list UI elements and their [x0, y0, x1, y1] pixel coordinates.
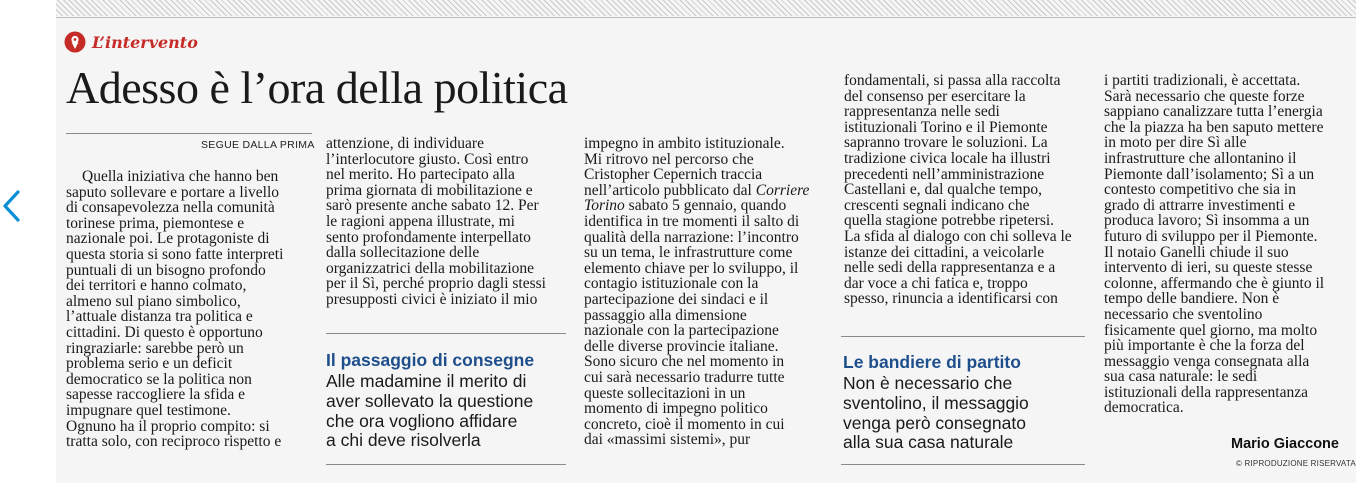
column-3-text-b: sabato 5 gennaio, quando identifica in tre momenti il salto di qualità della narrazione: l’incontro su un tema, le infrastrutture come elemento chiave per lo sviluppo, il contagio istituzionale con la partecipazione dei sindaci e il passaggio alla dimensione nazionale con la partecipazione delle diverse provincie italiane. Sono sicuro che nel momento in cui sarà necessario tradurre tutte queste sollecitazioni in un momento di impegno politico concreto, cioè il momento in cui dai «massimi sistemi», pur — [584, 197, 800, 449]
pullquote-rule-bottom — [326, 464, 566, 465]
column-2: attenzione, di individuare l’interlocutore giusto. Così entro nel merito. Ho partecipato alla prima giornata di mobilitazione e sarò presente anche sabato 12. Per le ragioni appena illustrate, mi sento profondamente interpellato dalla sollecitazione delle organizzatrici della mobilitazione per il Sì, perché proprio dagli stessi presupposti civici è iniziato il mio — [326, 135, 546, 308]
pullquote-body: Alle madamine il merito di aver sollevato la questione che ora vogliono affidare a chi deve risolverla — [326, 371, 534, 451]
chevron-left-icon — [0, 186, 24, 226]
article-page — [56, 0, 1356, 483]
column-rule — [66, 133, 312, 134]
pin-icon — [64, 31, 86, 53]
pullquote-rule-top — [841, 336, 1085, 337]
back-arrow-button[interactable] — [0, 186, 24, 226]
rights-notice: © RIPRODUZIONE RISERVATA — [1236, 459, 1356, 468]
column-5: i partiti tradizionali, è accettata. Sarà necessario che queste forze sappiano canalizzare tutta l’energia che la piazza ha ben saputo mettere in moto per dire Sì alle infrastrutture che allontanino il Piemonte dall’isolamento; Sì a un contesto competitivo che sia in grado di attrarre investimenti e produca lavoro; Sì insomma a un futuro di sviluppo per il Piemonte. Il notaio Ganelli chiude il suo intervento di ieri, su queste stesse colonne, affermando che è giunto il tempo delle bandiere. Non è necessario che sventolino fisicamente quel giorno, ma molto più importante è che la forza del messaggio venga consegnata alla sua casa naturale: le sedi istituzionali della rappresentanza democratica. — [1104, 72, 1325, 417]
column-3 — [584, 136, 836, 448]
pullquote-title: Le bandiere di partito — [843, 352, 1021, 372]
column-3-text-a: impegno in ambito istituzionale. Mi ritrovo nel percorso che Cristopher Cepernich traccia nell’articolo pubblicato dal — [584, 135, 785, 199]
kicker-label: L’intervento — [92, 32, 198, 52]
headline: Adesso è l’ora della politica — [66, 62, 568, 113]
pullquote-rule-bottom — [841, 464, 1085, 465]
pullquote-rule-top — [326, 333, 566, 334]
continued-label: SEGUE DALLA PRIMA — [201, 139, 315, 151]
hatch-divider — [56, 17, 1356, 18]
column-3-italic: Corriere Torino — [584, 181, 810, 215]
author-name: Mario Giaccone — [1231, 436, 1339, 452]
hatch-border — [56, 0, 1356, 16]
column-1: Quella iniziativa che hanno ben saputo sollevare e portare a livello di consapevolezza nella comunità torinese prima, piemontese e nazionale poi. Le protagoniste di questa storia si sono fatte interpreti puntuali di un bisogno profondo dei territori e hanno colmato, almeno sul piano simbolico, l’attuale distanza tra politica e cittadini. Di questo è opportuno ringraziarle: sarebbe però un problema serio e un deficit democratico se la politica non sapesse raccogliere la sfida e impugnare quel testimone. Ognuno ha il proprio compito: si tratta solo, con reciproco rispetto e — [66, 168, 284, 451]
pullquote-title: Il passaggio di consegne — [326, 350, 535, 370]
column-4: fondamentali, si passa alla raccolta del consenso per esercitare la rappresentanza nelle sedi istituzionali Torino e il Piemonte sapranno trovare le soluzioni. La tradizione civica locale ha illustri precedenti nell’amministrazione Castellani e, dal qualche tempo, crescenti segnali indicano che quella stagione potrebbe ripetersi. La sfida al dialogo con chi solleva le istanze dei cittadini, a veicolarle nelle sedi della rappresentanza e a dar voce a chi fatica e, troppo spesso, rinuncia a identificarsi con — [844, 72, 1072, 308]
section-kicker — [64, 30, 198, 54]
pullquote-body: Non è necessario che sventolino, il messaggio venga però consegnato alla sua casa naturale — [843, 373, 1029, 453]
